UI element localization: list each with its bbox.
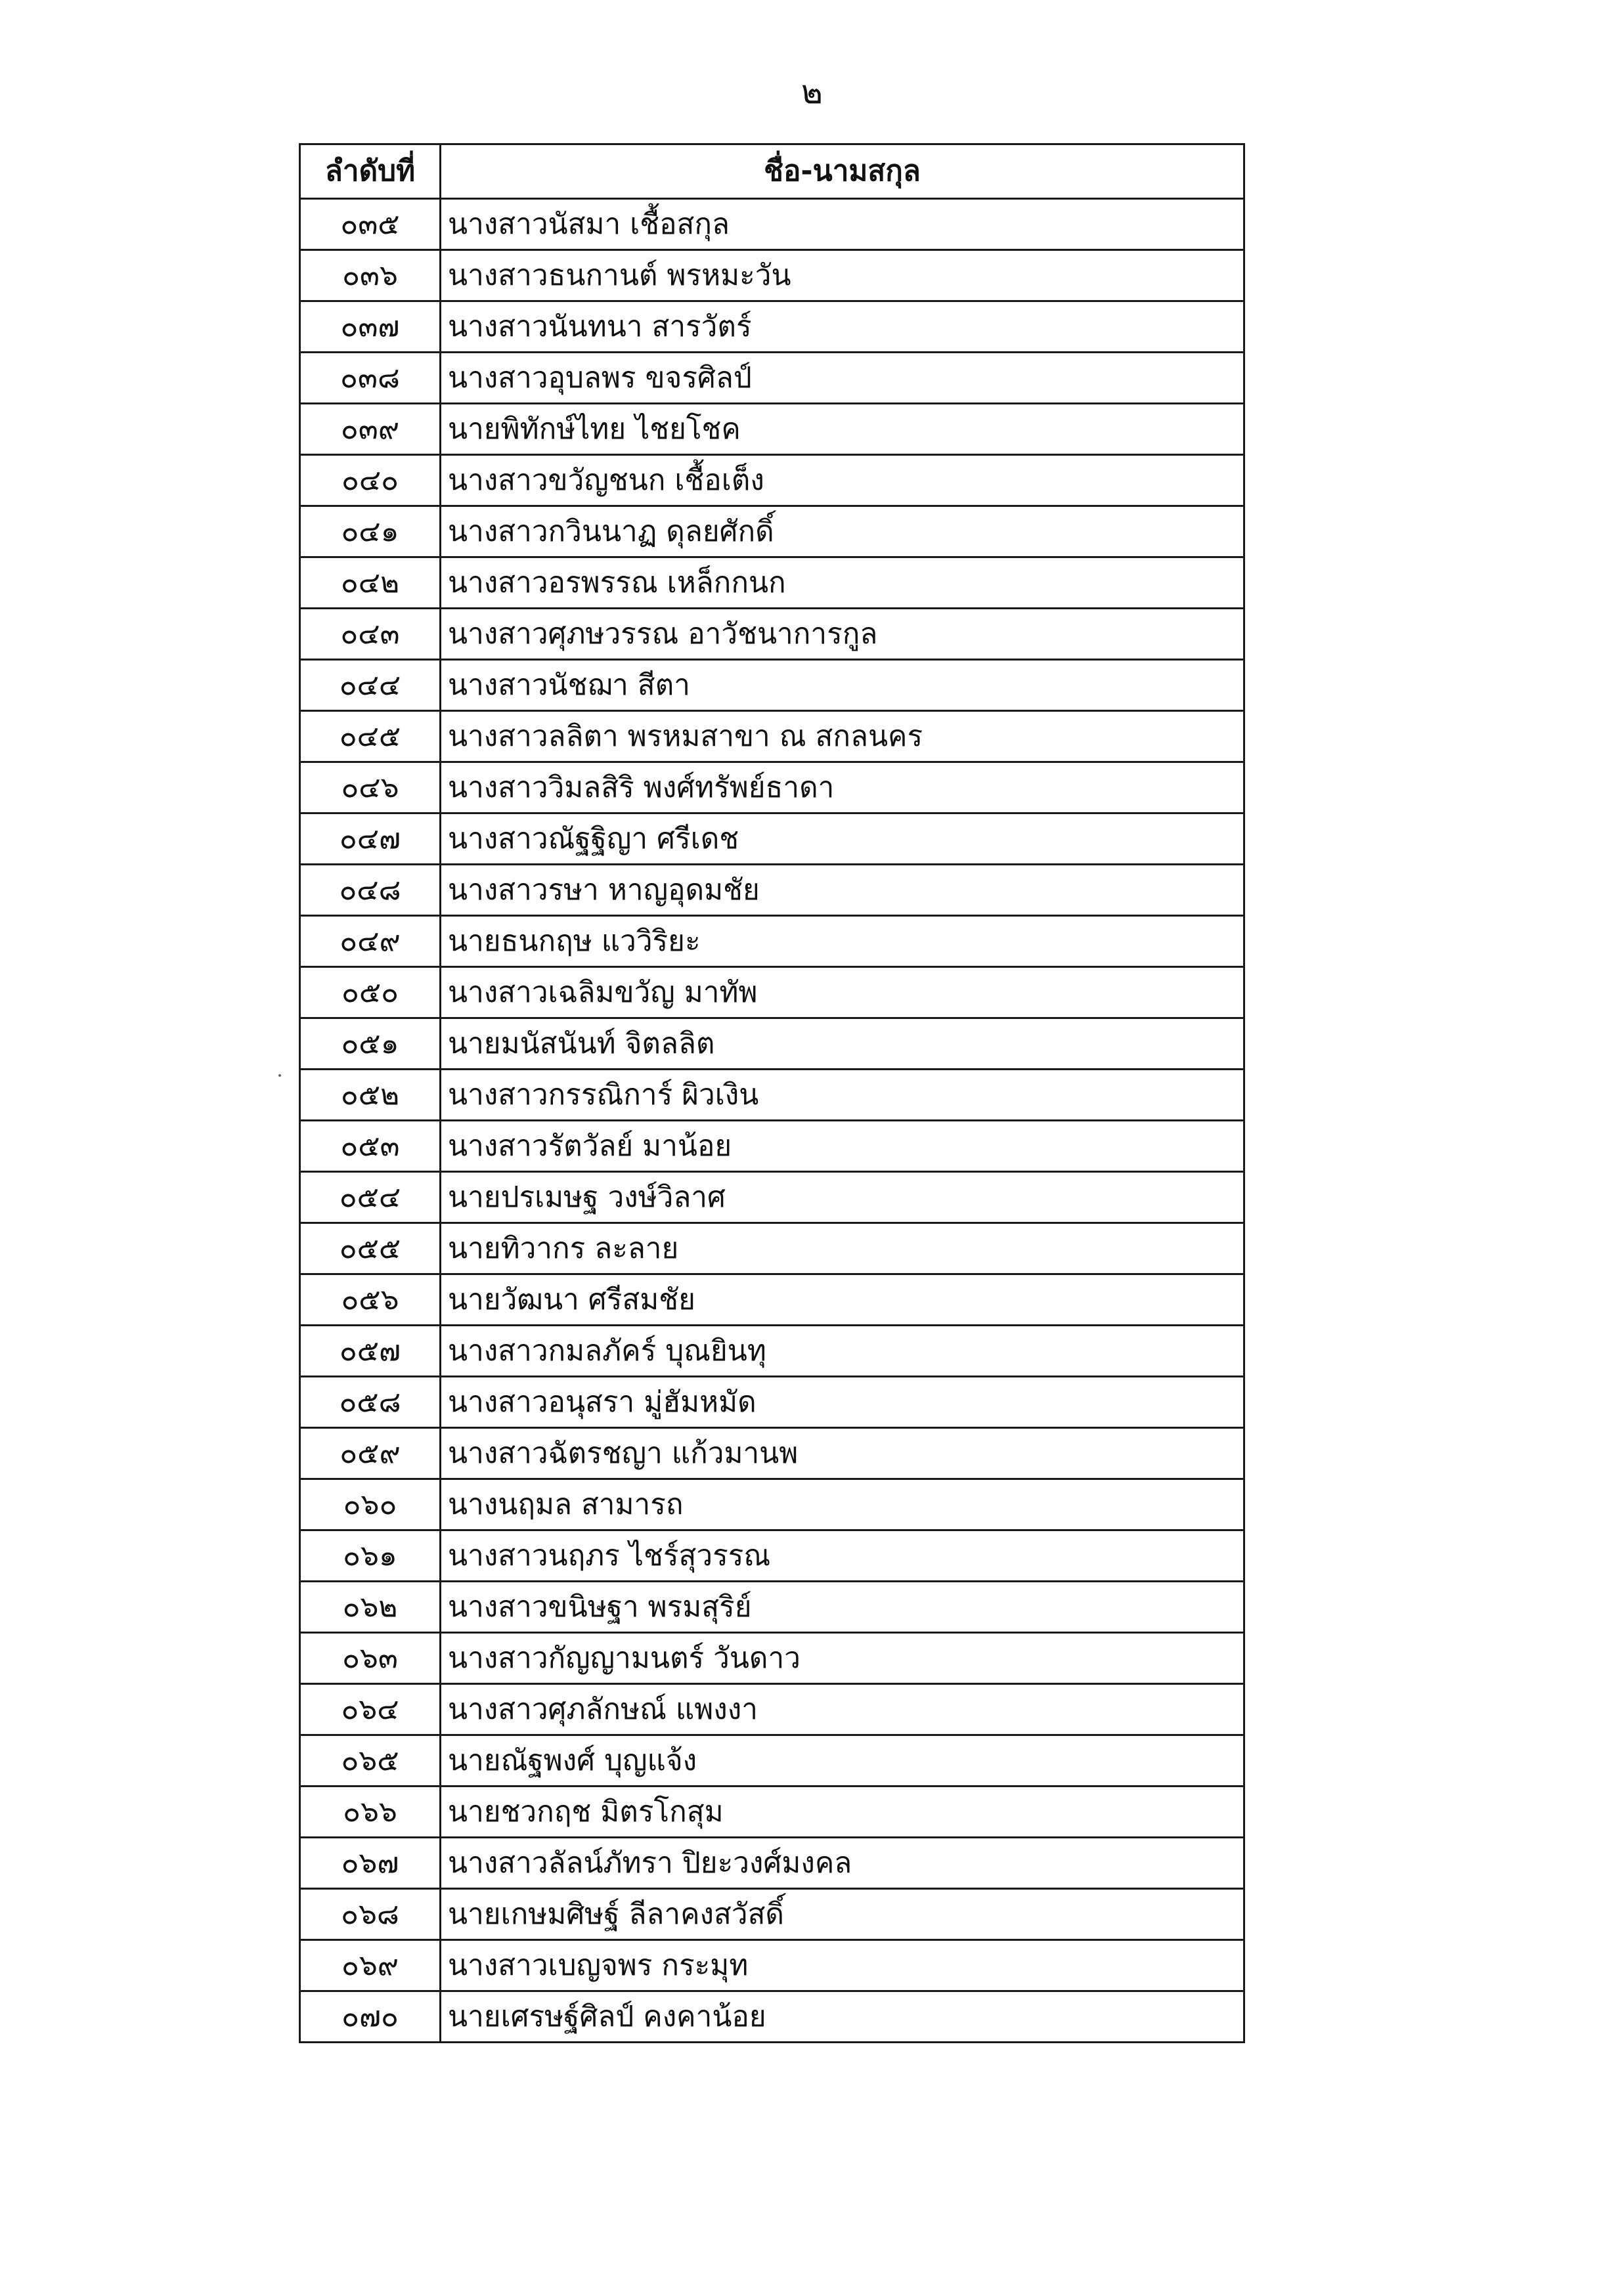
table-row xyxy=(300,1991,1244,2043)
sequence-number-cell: ๐๔๔ xyxy=(300,660,441,711)
sequence-number-cell: ๐๗๐ xyxy=(300,1991,441,2043)
full-name-cell: นางสาวกรรณิการ์ ผิวเงิน xyxy=(441,1070,1244,1121)
sequence-number-cell: ๐๕๐ xyxy=(300,967,441,1018)
sequence-number-cell: ๐๕๙ xyxy=(300,1428,441,1479)
table-row xyxy=(300,1838,1244,1889)
table-row xyxy=(300,865,1244,916)
table-row xyxy=(300,353,1244,404)
sequence-number-cell: ๐๔๙ xyxy=(300,916,441,967)
sequence-number-cell: ๐๔๒ xyxy=(300,557,441,609)
sequence-number-cell: ๐๔๓ xyxy=(300,609,441,660)
sequence-number-cell: ๐๖๕ xyxy=(300,1735,441,1787)
full-name-cell: นางสาวเฉลิมขวัญ มาทัพ xyxy=(441,967,1244,1018)
table-row xyxy=(300,1530,1244,1582)
sequence-number-cell: ๐๕๒ xyxy=(300,1070,441,1121)
scan-speck xyxy=(278,1074,281,1077)
full-name-cell: นางสาวลลิตา พรหมสาขา ณ สกลนคร xyxy=(441,711,1244,762)
table-row xyxy=(300,1582,1244,1633)
table-row xyxy=(300,455,1244,506)
table-row xyxy=(300,1735,1244,1787)
table-row xyxy=(300,813,1244,865)
table-row xyxy=(300,1428,1244,1479)
full-name-cell: นายณัฐพงศ์ บุญแจ้ง xyxy=(441,1735,1244,1787)
sequence-number-cell: ๐๖๗ xyxy=(300,1838,441,1889)
full-name-cell: นางสาวนฤภร ไชร์สุวรรณ xyxy=(441,1530,1244,1582)
full-name-cell: นายชวกฤช มิตรโกสุม xyxy=(441,1787,1244,1838)
full-name-cell: นายทิวากร ละลาย xyxy=(441,1223,1244,1274)
full-name-cell: นายปรเมษฐ วงษ์วิลาศ xyxy=(441,1172,1244,1223)
name-list-table xyxy=(299,143,1245,2043)
table-row xyxy=(300,1940,1244,1991)
sequence-number-cell: ๐๕๔ xyxy=(300,1172,441,1223)
full-name-cell: นางนฤมล สามารถ xyxy=(441,1479,1244,1530)
full-name-cell: นางสาวกวินนาฏ ดุลยศักดิ์ xyxy=(441,506,1244,557)
table-row xyxy=(300,609,1244,660)
sequence-number-cell: ๐๔๗ xyxy=(300,813,441,865)
full-name-cell: นางสาวอนุสรา มู่ฮัมหมัด xyxy=(441,1377,1244,1428)
sequence-number-cell: ๐๕๘ xyxy=(300,1377,441,1428)
full-name-cell: นางสาววิมลสิริ พงศ์ทรัพย์ธาดา xyxy=(441,762,1244,813)
table-row xyxy=(300,301,1244,353)
sequence-number-cell: ๐๓๖ xyxy=(300,250,441,301)
table-row xyxy=(300,250,1244,301)
sequence-number-cell: ๐๔๕ xyxy=(300,711,441,762)
table-row xyxy=(300,199,1244,250)
table-row xyxy=(300,1633,1244,1684)
full-name-cell: นางสาวเบญจพร กระมุท xyxy=(441,1940,1244,1991)
sequence-number-cell: ๐๓๗ xyxy=(300,301,441,353)
full-name-cell: นางสาวกัญญามนตร์ วันดาว xyxy=(441,1633,1244,1684)
sequence-number-cell: ๐๓๕ xyxy=(300,199,441,250)
full-name-cell: นางสาวฉัตรชญา แก้วมานพ xyxy=(441,1428,1244,1479)
full-name-cell: นายเศรษฐ์ศิลป์ คงคาน้อย xyxy=(441,1991,1244,2043)
table-row xyxy=(300,404,1244,455)
full-name-cell: นางสาวรัตวัลย์ มาน้อย xyxy=(441,1121,1244,1172)
sequence-number-cell: ๐๖๖ xyxy=(300,1787,441,1838)
full-name-cell: นางสาวณัฐฐิญา ศรีเดช xyxy=(441,813,1244,865)
full-name-cell: นายมนัสนันท์ จิตลลิต xyxy=(441,1018,1244,1070)
table-row xyxy=(300,916,1244,967)
sequence-number-cell: ๐๖๘ xyxy=(300,1889,441,1940)
table-header-row xyxy=(300,144,1244,199)
table-row xyxy=(300,557,1244,609)
full-name-cell: นางสาวขนิษฐา พรมสุริย์ xyxy=(441,1582,1244,1633)
sequence-number-cell: ๐๕๗ xyxy=(300,1326,441,1377)
full-name-cell: นางสาวนัสมา เชื้อสกุล xyxy=(441,199,1244,250)
sequence-number-cell: ๐๔๐ xyxy=(300,455,441,506)
header-full-name: ชื่อ-นามสกุล xyxy=(441,144,1244,199)
sequence-number-cell: ๐๕๖ xyxy=(300,1274,441,1326)
table-row xyxy=(300,967,1244,1018)
full-name-cell: นางสาวขวัญชนก เชื้อเต็ง xyxy=(441,455,1244,506)
full-name-cell: นางสาวธนกานต์ พรหมะวัน xyxy=(441,250,1244,301)
table-row xyxy=(300,1223,1244,1274)
sequence-number-cell: ๐๕๕ xyxy=(300,1223,441,1274)
full-name-cell: นายวัฒนา ศรีสมชัย xyxy=(441,1274,1244,1326)
table-row xyxy=(300,660,1244,711)
sequence-number-cell: ๐๕๑ xyxy=(300,1018,441,1070)
full-name-cell: นายพิทักษ์ไทย ไชยโชค xyxy=(441,404,1244,455)
full-name-cell: นายเกษมศิษฐ์ ลีลาคงสวัสดิ์ xyxy=(441,1889,1244,1940)
table-row xyxy=(300,1377,1244,1428)
table-row xyxy=(300,1684,1244,1735)
table-row xyxy=(300,506,1244,557)
sequence-number-cell: ๐๔๑ xyxy=(300,506,441,557)
full-name-cell: นางสาวนันทนา สารวัตร์ xyxy=(441,301,1244,353)
table-row xyxy=(300,1070,1244,1121)
full-name-cell: นางสาวอรพรรณ เหล็กกนก xyxy=(441,557,1244,609)
sequence-number-cell: ๐๕๓ xyxy=(300,1121,441,1172)
table-row xyxy=(300,1274,1244,1326)
sequence-number-cell: ๐๖๓ xyxy=(300,1633,441,1684)
sequence-number-cell: ๐๓๘ xyxy=(300,353,441,404)
header-sequence-number: ลำดับที่ xyxy=(300,144,441,199)
table-row xyxy=(300,1479,1244,1530)
sequence-number-cell: ๐๖๔ xyxy=(300,1684,441,1735)
sequence-number-cell: ๐๔๘ xyxy=(300,865,441,916)
sequence-number-cell: ๐๖๑ xyxy=(300,1530,441,1582)
table-row xyxy=(300,762,1244,813)
sequence-number-cell: ๐๓๙ xyxy=(300,404,441,455)
full-name-cell: นางสาวนัชฌา สีตา xyxy=(441,660,1244,711)
full-name-cell: นางสาวศุภษวรรณ อาวัชนาการกูล xyxy=(441,609,1244,660)
full-name-cell: นางสาวรษา หาญอุดมชัย xyxy=(441,865,1244,916)
table-row xyxy=(300,1172,1244,1223)
full-name-cell: นายธนกฤษ แววิริยะ xyxy=(441,916,1244,967)
sequence-number-cell: ๐๖๙ xyxy=(300,1940,441,1991)
full-name-cell: นางสาวกมลภัคร์ บุณยินทุ xyxy=(441,1326,1244,1377)
sequence-number-cell: ๐๖๐ xyxy=(300,1479,441,1530)
table-row xyxy=(300,1787,1244,1838)
table-row xyxy=(300,1889,1244,1940)
sequence-number-cell: ๐๔๖ xyxy=(300,762,441,813)
full-name-cell: นางสาวศุภลักษณ์ แพงงา xyxy=(441,1684,1244,1735)
page-number: ๒ xyxy=(801,73,823,111)
sequence-number-cell: ๐๖๒ xyxy=(300,1582,441,1633)
table-row xyxy=(300,1018,1244,1070)
table-row xyxy=(300,1121,1244,1172)
table-row xyxy=(300,1326,1244,1377)
full-name-cell: นางสาวอุบลพร ขจรศิลป์ xyxy=(441,353,1244,404)
table-row xyxy=(300,711,1244,762)
table-body xyxy=(300,199,1244,2043)
full-name-cell: นางสาวลัลน์ภัทรา ปิยะวงศ์มงคล xyxy=(441,1838,1244,1889)
